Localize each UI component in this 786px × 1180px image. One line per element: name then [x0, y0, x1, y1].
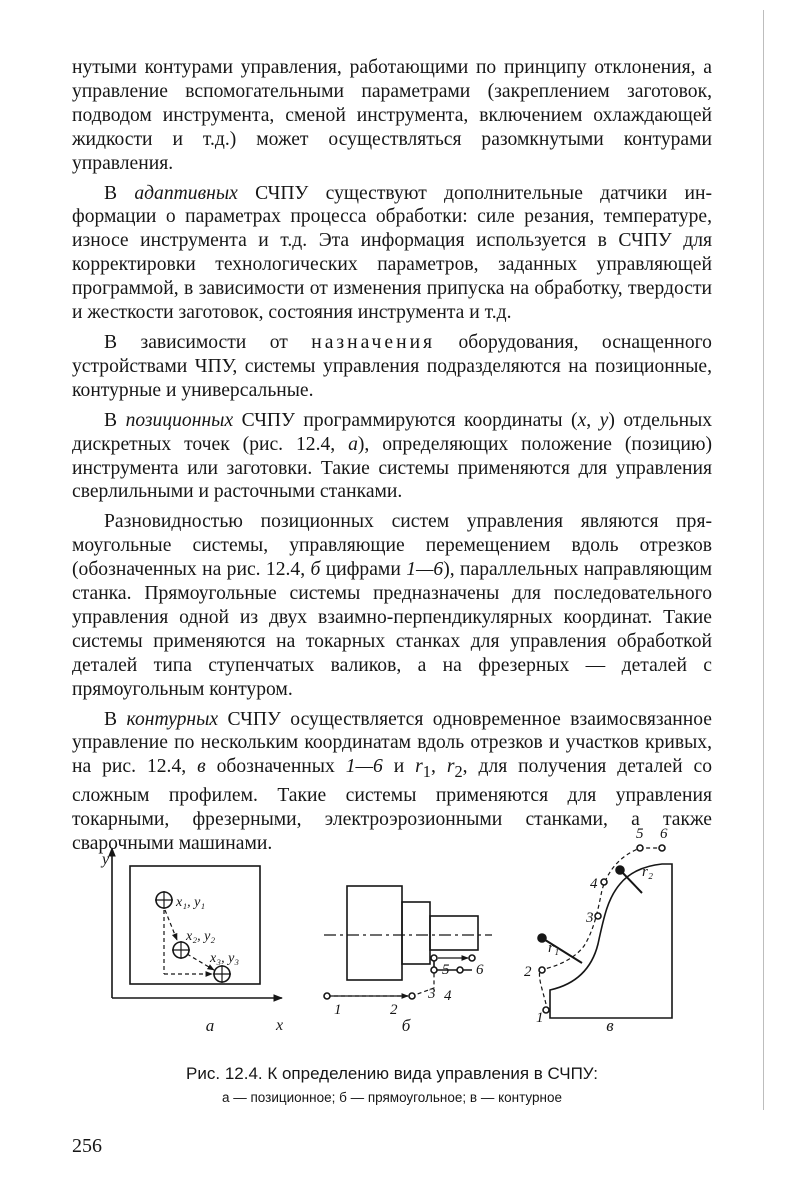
label-b-3: 3	[428, 986, 436, 1002]
label-r2: r₂	[642, 864, 654, 880]
page-edge-line	[763, 10, 764, 1110]
panel-label-a: а	[205, 1016, 215, 1035]
label-c-6: 6	[660, 826, 668, 842]
label-point-1: x₁, y₁	[176, 895, 206, 910]
term-adaptive: адаптивных	[134, 182, 238, 204]
tool-path-upper	[434, 958, 472, 970]
paragraph-rectangular: Разновидностью позиционных систем управления являются прямоугольные системы, управляющие перемещением вдоль отрезков (обозначенных на рис. 12.4, б цифрами 1—6), параллельных направляющим станка. Прямоугольные системы предназначены для последовательного управления одной из двух взаимно-перпендикулярных координат. Такие системы применяются на токарных станках для управления обработкой деталей типа ступенчатых валиков, а на фрезерных — деталей с прямоугольным контуром.	[72, 511, 712, 700]
label-b-2: 2	[390, 1002, 398, 1018]
label-point-2: x₂, y₂	[186, 929, 216, 944]
panel-a-positional	[112, 848, 282, 998]
label-c-3: 3	[586, 910, 594, 926]
paragraph-adaptive: В адаптивных СЧПУ существуют дополнительные датчики информации о параметрах процесса обработки: силе резания, температуре, износе инструмента и т.д. Эта информация используется в СЧПУ для корректировки технологических параметров, заданных управляющей программой, в зависимости от изменения припуска на обработку, твердости и жесткости заготовок, состояния инструмента и т.д.	[72, 182, 712, 324]
label-b-5: 5	[442, 962, 450, 978]
label-b-4: 4	[444, 988, 452, 1004]
figure-drawing	[72, 818, 712, 1040]
part-profile	[550, 864, 672, 1018]
workpiece-rect	[130, 866, 260, 984]
figure-caption	[72, 1063, 712, 1109]
label-c-4: 4	[590, 876, 598, 892]
label-b-6: 6	[476, 962, 484, 978]
label-axis-x: x	[276, 1017, 284, 1034]
label-axis-y: y	[102, 851, 110, 868]
shaft-step-1	[402, 902, 430, 964]
path-1-2	[165, 910, 177, 940]
panel-label-c: в	[606, 1016, 614, 1035]
term-positional: позиционных	[125, 409, 234, 431]
paragraph-1: нутыми контурами управления, работающими по принципу отклонения, а управление вспомогательными параметрами (закреплением заготовок, подводом инструмента, сменой инструмента, включением охлаждающей жидкости и т.д.) может осуществляться разомкнутыми контурами управления.	[72, 57, 712, 174]
panel-label-b: б	[401, 1016, 411, 1035]
paragraph-contour: В контурных СЧПУ осуществляется одновременное взаимосвязанное управление по нескольким координатам вдоль отрезков и участков кривых, на рис. 12.4, в обозначенных 1—6 и $r_1$, $r_2$, для получения деталей со сложным профилем. Такие системы применяются для управления токарными, фрезерными, электроэрозионными станками, а также сварочными машинами.	[72, 708, 713, 854]
shaft-step-2	[430, 916, 478, 950]
label-point-3: x₃, y₃	[210, 951, 240, 966]
page-number: 256	[72, 1135, 102, 1157]
figure-12-4	[72, 818, 712, 1040]
paragraph-purpose: В зависимости от назначения оборудования, оснащенного устройствами ЧПУ, системы управления подразделяются на позиционные, контурные и универсальные.	[72, 331, 712, 401]
label-c-5: 5	[636, 826, 644, 842]
caption-subtitle: а — позиционное; б — прямоугольное; в — контурное	[221, 1090, 563, 1105]
term-purpose: назначения	[311, 331, 436, 353]
label-b-1: 1	[334, 1002, 342, 1018]
caption-title: Рис. 12.4. К определению вида управления в СЧПУ:	[186, 1064, 598, 1083]
tool-path-lower	[327, 970, 434, 996]
label-c-2: 2	[524, 964, 532, 980]
panel-b-rectangular	[324, 886, 492, 999]
paragraph-positional: В позиционных СЧПУ программируются координаты (x, y) отдельных дискретных точек (рис. 12.4, а), определяющих положение (позицию) инструмента или заготовки. Такие системы применяются для управления сверлильными и расточными станками.	[72, 409, 713, 503]
term-contour: контурных	[126, 708, 219, 730]
label-r1: r₁	[548, 940, 560, 956]
body-text	[72, 56, 712, 856]
chuck	[347, 886, 402, 980]
label-c-1: 1	[536, 1010, 544, 1026]
